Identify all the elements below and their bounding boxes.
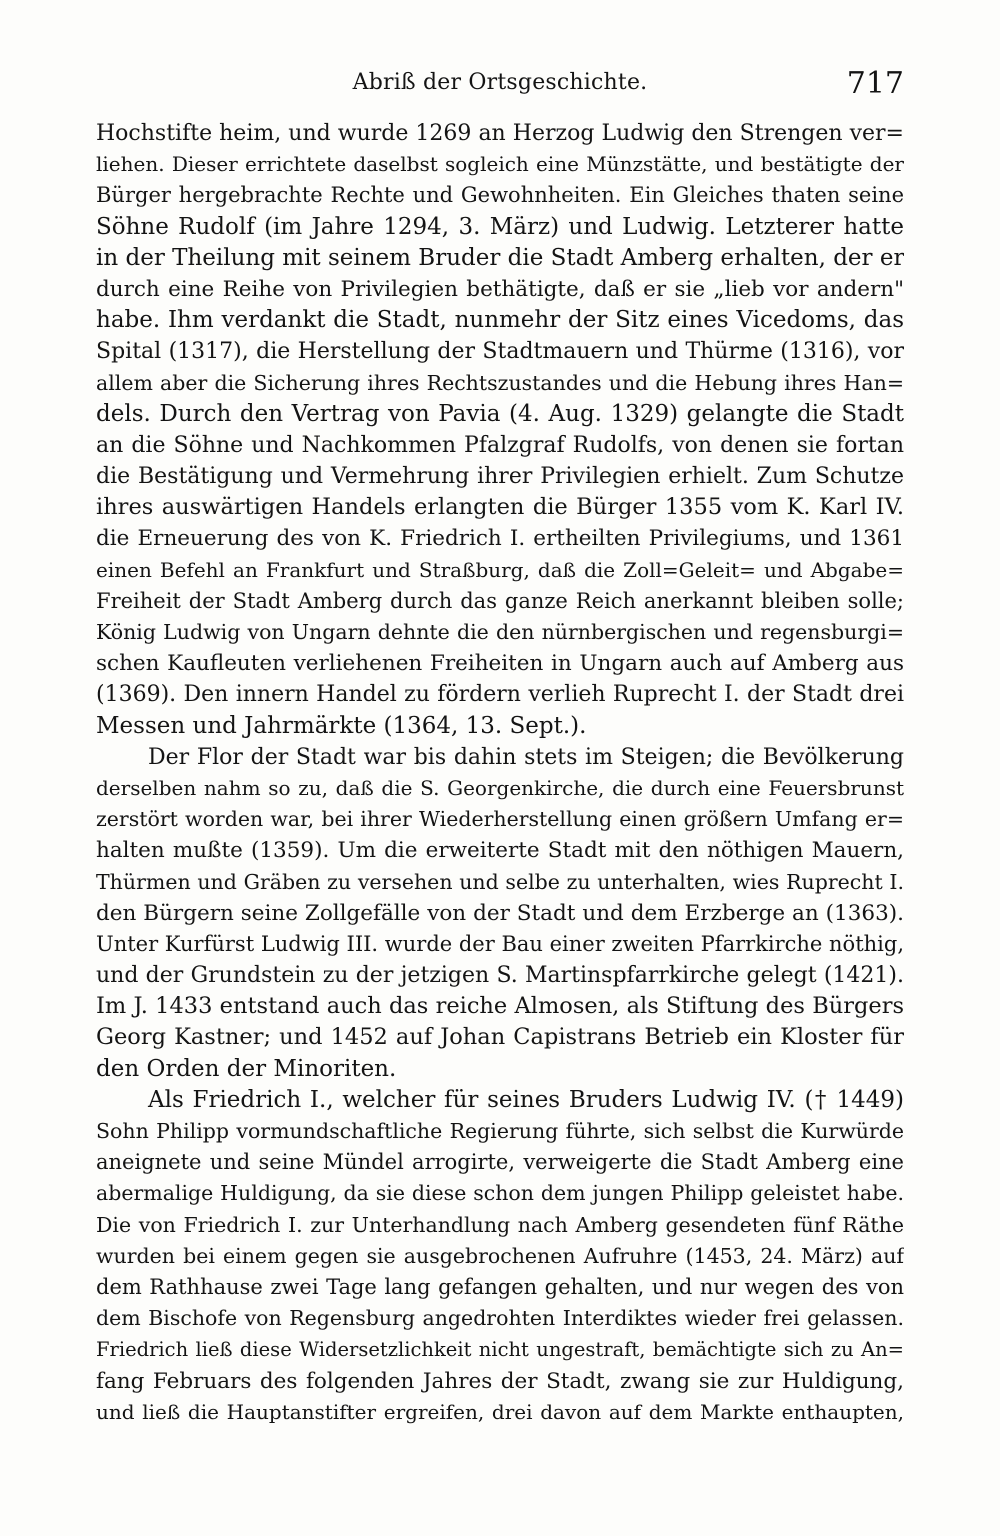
- running-title: Abriß der Ortsgeschichte.: [352, 70, 648, 95]
- text-line: dem Bischofe von Regensburg angedrohten Interdiktes wieder frei gelassen.: [96, 1306, 904, 1331]
- text-line: einen Befehl an Frankfurt und Straßburg, daß die Zoll=Geleit= und Abgabe=: [96, 557, 904, 582]
- text-line: und der Grundstein zu der jetzigen S. Martinspfarrkirche gelegt (1421).: [96, 963, 904, 989]
- text-line: Hochstifte heim, und wurde 1269 an Herzog Ludwig den Strengen ver=: [96, 121, 904, 146]
- text-line: Bürger hergebrachte Rechte und Gewohnheiten. Ein Gleiches thaten seine: [96, 183, 904, 208]
- text-line: Thürmen und Gräben zu versehen und selbe zu unterhalten, wies Ruprecht I.: [96, 869, 904, 894]
- text-line: die Bestätigung und Vermehrung ihrer Privilegien erhielt. Zum Schutze: [96, 464, 904, 490]
- text-line: Spital (1317), die Herstellung der Stadtmauern und Thürme (1316), vor: [96, 339, 904, 365]
- text-line: fang Februars des folgenden Jahres der Stadt, zwang sie zur Huldigung,: [96, 1368, 904, 1394]
- text-line: wurden bei einem gegen sie ausgebrochenen Aufruhre (1453, 24. März) auf: [96, 1243, 904, 1268]
- text-line: Freiheit der Stadt Amberg durch das ganze Reich anerkannt bleiben solle;: [96, 588, 904, 613]
- text-line: derselben nahm so zu, daß die S. Georgenkirche, die durch eine Feuersbrunst: [96, 775, 904, 800]
- text-line: schen Kaufleuten verliehenen Freiheiten in Ungarn auch auf Amberg aus: [96, 651, 904, 677]
- body-text: [96, 118, 904, 1428]
- text-line: Friedrich ließ diese Widersetzlichkeit nicht ungestraft, bemächtigte sich zu An=: [96, 1338, 904, 1362]
- text-line: Der Flor der Stadt war bis dahin stets im Steigen; die Bevölkerung: [148, 744, 904, 770]
- text-line: habe. Ihm verdankt die Stadt, nunmehr der Sitz eines Vicedoms, das: [96, 307, 904, 334]
- text-line: durch eine Reihe von Privilegien bethätigte, daß er sie „lieb vor andern": [96, 276, 904, 302]
- text-line: ihres auswärtigen Handels erlangten die Bürger 1355 vom K. Karl IV.: [96, 494, 904, 521]
- text-line: die Erneuerung des von K. Friedrich I. ertheilten Privilegiums, und 1361: [96, 526, 904, 552]
- text-line: halten mußte (1359). Um die erweiterte Stadt mit den nöthigen Mauern,: [96, 838, 904, 864]
- text-line: allem aber die Sicherung ihres Rechtszustandes und die Hebung ihres Han=: [96, 370, 904, 395]
- text-line: Als Friedrich I., welcher für seines Bruders Ludwig IV. († 1449): [148, 1086, 904, 1113]
- text-line: den Bürgern seine Zollgefälle von der Stadt und dem Erzberge an (1363).: [96, 900, 904, 926]
- text-line: Messen und Jahrmärkte (1364, 13. Sept.).: [96, 712, 587, 739]
- text-line: dem Rathhause zwei Tage lang gefangen gehalten, und nur wegen des von: [96, 1274, 904, 1299]
- text-line: Georg Kastner; und 1452 auf Johan Capistrans Betrieb ein Kloster für: [96, 1024, 904, 1051]
- text-line: Söhne Rudolf (im Jahre 1294, 3. März) und Ludwig. Letzterer hatte: [96, 213, 904, 240]
- text-line: dels. Durch den Vertrag von Pavia (4. Aug. 1329) gelangte die Stadt: [96, 400, 904, 427]
- text-line: an die Söhne und Nachkommen Pfalzgraf Rudolfs, von denen sie fortan: [96, 432, 904, 458]
- text-line: liehen. Dieser errichtete daselbst sogleich eine Münzstätte, und bestätigte der: [96, 152, 904, 177]
- text-line: Sohn Philipp vormundschaftliche Regierung führte, sich selbst die Kurwürde: [96, 1119, 904, 1143]
- text-line: in der Theilung mit seinem Bruder die Stadt Amberg erhalten, der er: [96, 244, 904, 271]
- page-number: 717: [846, 66, 904, 101]
- text-line: Unter Kurfürst Ludwig III. wurde der Bau einer zweiten Pfarrkirche nöthig,: [96, 931, 904, 956]
- text-line: König Ludwig von Ungarn dehnte die den nürnbergischen und regensburgi=: [96, 620, 904, 644]
- text-line: (1369). Den innern Handel zu fördern verlieh Ruprecht I. der Stadt drei: [96, 682, 904, 708]
- text-line: aneignete und seine Mündel arrogirte, verweigerte die Stadt Amberg eine: [96, 1150, 904, 1175]
- text-line: Im J. 1433 entstand auch das reiche Almosen, als Stiftung des Bürgers: [96, 993, 904, 1020]
- text-line: und ließ die Hauptanstifter ergreifen, drei davon auf dem Markte enthaupten,: [96, 1399, 904, 1424]
- text-line: Die von Friedrich I. zur Unterhandlung nach Amberg gesendeten fünf Räthe: [96, 1212, 904, 1237]
- page-header: [96, 64, 904, 104]
- text-line: den Orden der Minoriten.: [96, 1055, 397, 1082]
- text-line: zerstört worden war, bei ihrer Wiederherstellung einen größern Umfang er=: [96, 807, 904, 832]
- text-line: abermalige Huldigung, da sie diese schon dem jungen Philipp geleistet habe.: [96, 1181, 904, 1206]
